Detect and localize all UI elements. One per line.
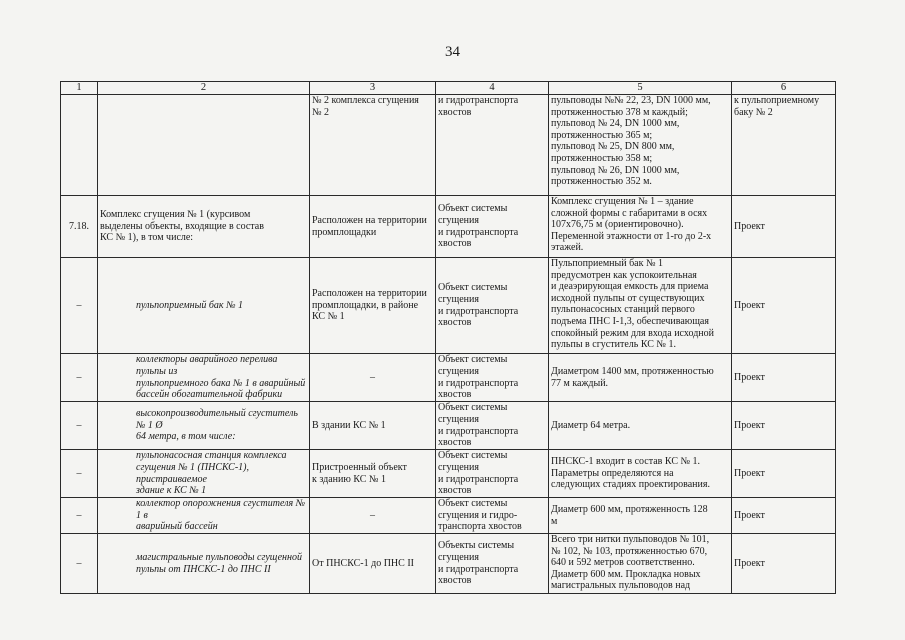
table-row (61, 402, 836, 450)
table-row (61, 450, 836, 498)
row-number: – (61, 402, 98, 450)
object-characteristics: пульповоды №№ 22, 23, DN 1000 мм, протяженностью 378 м каждый; пульповод № 24, DN 1000 мм, протяженностью 365 м; пульповод № 25, DN 800 мм, протяженностью 358 м; пульповод № 26, DN 1000 мм, протяженностью 352 м. (549, 95, 732, 196)
page-number: 34 (445, 44, 460, 60)
row-number: – (61, 450, 98, 498)
object-status: Проект (732, 498, 836, 534)
column-number: 1 (61, 82, 98, 95)
object-characteristics: Всего три нитки пульповодов № 101, № 102, № 103, протяженностью 670, 640 и 592 метров соответственно. Диаметр 600 мм. Прокладка новых магистральных пульповодов над (549, 534, 732, 594)
object-purpose: Объект системы сгущения и гидротранспорта хвостов (436, 258, 549, 354)
column-number: 6 (732, 82, 836, 95)
column-number: 5 (549, 82, 732, 95)
object-purpose: Объект системы сгущения и гидротранспорта хвостов (436, 402, 549, 450)
object-characteristics: Диаметр 600 мм, протяженность 128 м (549, 498, 732, 534)
object-location: Расположен на территории промплощадки, в районе КС № 1 (310, 258, 436, 354)
row-number: – (61, 498, 98, 534)
object-characteristics: ПНСКС-1 входит в состав КС № 1. Параметры определяются на следующих стадиях проектирования. (549, 450, 732, 498)
table-row (61, 498, 836, 534)
object-location: – (310, 498, 436, 534)
object-location: В здании КС № 1 (310, 402, 436, 450)
row-number: – (61, 534, 98, 594)
object-characteristics: Комплекс сгущения № 1 – здание сложной формы с габаритами в осях 107x76,75 м (ориентировочно). Переменной этажности от 1-го до 2-х этажей. (549, 196, 732, 258)
column-number-row (61, 82, 836, 95)
object-characteristics: Диаметр 64 метра. (549, 402, 732, 450)
column-number: 2 (98, 82, 310, 95)
object-name: Комплекс сгущения № 1 (курсивом выделены объекты, входящие в состав КС № 1), в том числе: (98, 196, 310, 258)
object-purpose: Объекты системы сгущения и гидротранспорта хвостов (436, 534, 549, 594)
row-number: – (61, 354, 98, 402)
object-purpose: Объект системы сгущения и гидротранспорта хвостов (436, 450, 549, 498)
row-number (61, 95, 98, 196)
table-row (61, 258, 836, 354)
column-number: 3 (310, 82, 436, 95)
object-purpose: и гидротранспорта хвостов (436, 95, 549, 196)
table-row (61, 354, 836, 402)
object-characteristics: Пульпоприемный бак № 1 предусмотрен как успокоительная и деаэрирующая емкость для приема исходной пульпы от существующих пульпонасосных станций первого подъема ПНС I-1,3, обеспечивающая спокойный режим для входа исходной пульпы в сгуститель КС № 1. (549, 258, 732, 354)
object-status: к пульпоприемному баку № 2 (732, 95, 836, 196)
object-location: От ПНСКС-1 до ПНС II (310, 534, 436, 594)
row-number: – (61, 258, 98, 354)
object-name: высокопроизводительный сгуститель № 1 Ø 64 метра, в том числе: (98, 402, 310, 450)
table-row (61, 95, 836, 196)
object-name (98, 95, 310, 196)
table-row (61, 196, 836, 258)
object-characteristics: Диаметром 1400 мм, протяженностью 77 м каждый. (549, 354, 732, 402)
object-status: Проект (732, 402, 836, 450)
object-status: Проект (732, 258, 836, 354)
object-purpose: Объект системы сгущения и гидро- транспорта хвостов (436, 498, 549, 534)
object-name: пульпоприемный бак № 1 (98, 258, 310, 354)
object-name: магистральные пульповоды сгущенной пульпы от ПНСКС-1 до ПНС II (98, 534, 310, 594)
object-purpose: Объект системы сгущения и гидротранспорта хвостов (436, 354, 549, 402)
row-number: 7.18. (61, 196, 98, 258)
object-status: Проект (732, 354, 836, 402)
object-location: Расположен на территории промплощадки (310, 196, 436, 258)
object-name: пульпонасосная станция комплекса сгущения № 1 (ПНСКС-1), пристраиваемое здание к КС № 1 (98, 450, 310, 498)
object-name: коллекторы аварийного перелива пульпы из пульпоприемного бака № 1 в аварийный бассейн обогатительной фабрики (98, 354, 310, 402)
object-location: № 2 комплекса сгущения № 2 (310, 95, 436, 196)
objects-table (60, 81, 836, 594)
column-number: 4 (436, 82, 549, 95)
object-location: Пристроенный объект к зданию КС № 1 (310, 450, 436, 498)
object-status: Проект (732, 196, 836, 258)
object-name: коллектор опорожнения сгустителя № 1 в аварийный бассейн (98, 498, 310, 534)
object-status: Проект (732, 534, 836, 594)
table-row (61, 534, 836, 594)
object-location: – (310, 354, 436, 402)
object-purpose: Объект системы сгущения и гидротранспорта хвостов (436, 196, 549, 258)
object-status: Проект (732, 450, 836, 498)
